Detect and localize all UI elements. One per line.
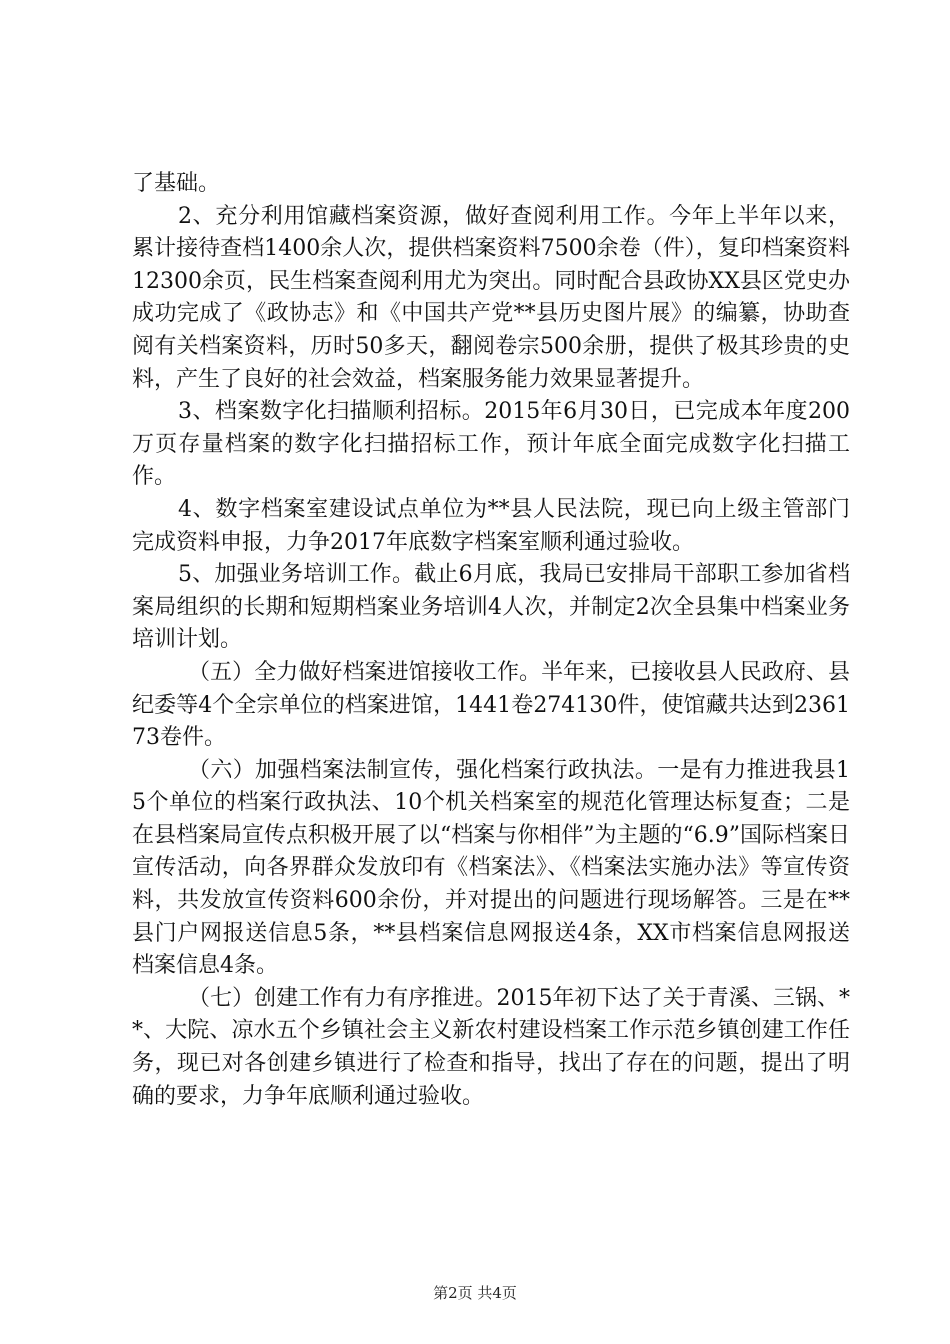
paragraph-section-7: （七）创建工作有力有序推进。2015年初下达了关于青溪、三锅、**、大院、凉水五个乡镇社会主义新农村建设档案工作示范乡镇创建工作任务，现已对各创建乡镇进行了检查和指导，找出了存在的问题，提出了明确的要求，力争年底顺利通过验收。 <box>132 985 850 1109</box>
document-body <box>132 168 850 1113</box>
paragraph-item-3: 3、档案数字化扫描顺利招标。2015年6月30日，已完成本年度200万页存量档案的数字化扫描招标工作，预计年底全面完成数字化扫描工作。 <box>132 399 850 490</box>
paragraph-section-5: （五）全力做好档案进馆接收工作。半年来，已接收县人民政府、县纪委等4个全宗单位的档案进馆，1441卷274130件，使馆藏共达到236173卷件。 <box>132 659 850 751</box>
paragraph-item-2: 2、充分利用馆藏档案资源，做好查阅利用工作。今年上半年以来，累计接待查档1400余人次，提供档案资料7500余卷（件），复印档案资料12300余页，民生档案查阅利用尤为突出。同时配合县政协XX县区党史办成功完成了《政协志》和《中国共产党**县历史图片展》的编纂，协助查阅有关档案资料，历时50多天，翻阅卷宗500余册，提供了极其珍贵的史料，产生了良好的社会效益，档案服务能力效果显著提升。 <box>132 203 850 392</box>
page-footer: 第2页 共4页 <box>433 1284 517 1302</box>
paragraph-item-5: 5、加强业务培训工作。截止6月底，我局已安排局干部职工参加省档案局组织的长期和短期档案业务培训4人次，并制定2次全县集中档案业务培训计划。 <box>132 562 850 653</box>
paragraph-item-4: 4、数字档案室建设试点单位为**县人民法院，现已向上级主管部门完成资料申报，力争2017年底数字档案室顺利通过验收。 <box>132 496 850 555</box>
paragraph-continuation: 了基础。 <box>132 171 221 196</box>
paragraph-section-6: （六）加强档案法制宣传，强化档案行政执法。一是有力推进我县15个单位的档案行政执法、10个机关档案室的规范化管理达标复查；二是在县档案局宣传点积极开展了以“档案与你相伴”为主题的“6.9”国际档案日宣传活动，向各界群众发放印有《档案法》、《档案法实施办法》等宣传资料，共发放宣传资料600余份，并对提出的问题进行现场解答。三是在**县门户网报送信息5条，**县档案信息网报送4条，XX市档案信息网报送档案信息4条。 <box>132 757 850 979</box>
